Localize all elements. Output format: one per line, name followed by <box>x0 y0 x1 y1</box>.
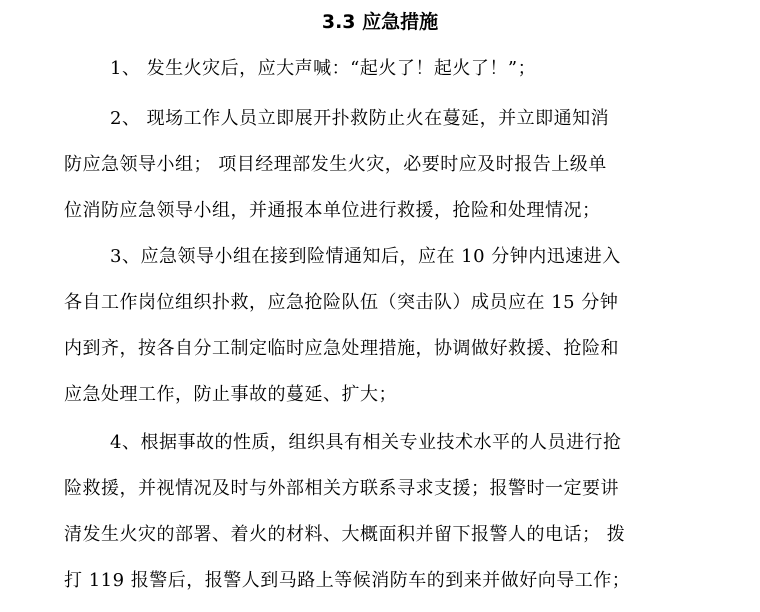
paragraph-4-line-4: 打 119 报警后，报警人到马路上等候消防车的到来并做好向导工作； <box>64 570 631 591</box>
paragraph-2-line-3: 位消防应急领导小组，并通报本单位进行救援，抢险和处理情况； <box>64 200 601 221</box>
paragraph-3-line-3: 内到齐，按各自分工制定临时应急处理措施，协调做好救援、抢险和 <box>64 338 619 359</box>
paragraph-3-line-1: 3、应急领导小组在接到险情通知后，应在 10 分钟内迅速进入 <box>110 246 621 267</box>
paragraph-2-line-2: 防应急领导小组； 项目经理部发生火灾，必要时应及时报告上级单 <box>64 154 607 175</box>
paragraph-3-line-2: 各自工作岗位组织扑救，应急抢险队伍（突击队）成员应在 15 分钟 <box>64 292 619 313</box>
paragraph-4-line-1: 4、根据事故的性质，组织具有相关专业技术水平的人员进行抢 <box>110 432 622 453</box>
paragraph-3-line-4: 应急处理工作，防止事故的蔓延、扩大； <box>64 384 397 405</box>
paragraph-1-line-1: 1、 发生火灾后，应大声喊：“起火了！起火了！”； <box>110 58 537 79</box>
paragraph-4-line-3: 清发生火灾的部署、着火的材料、大概面积并留下报警人的电话； 拨 <box>64 524 626 545</box>
paragraph-2-line-1: 2、 现场工作人员立即展开扑救防止火在蔓延，并立即通知消 <box>110 108 610 129</box>
section-heading: 3.3 应急措施 <box>321 11 439 33</box>
paragraph-4-line-2: 险救援，并视情况及时与外部相关方联系寻求支援；报警时一定要讲 <box>64 478 619 499</box>
